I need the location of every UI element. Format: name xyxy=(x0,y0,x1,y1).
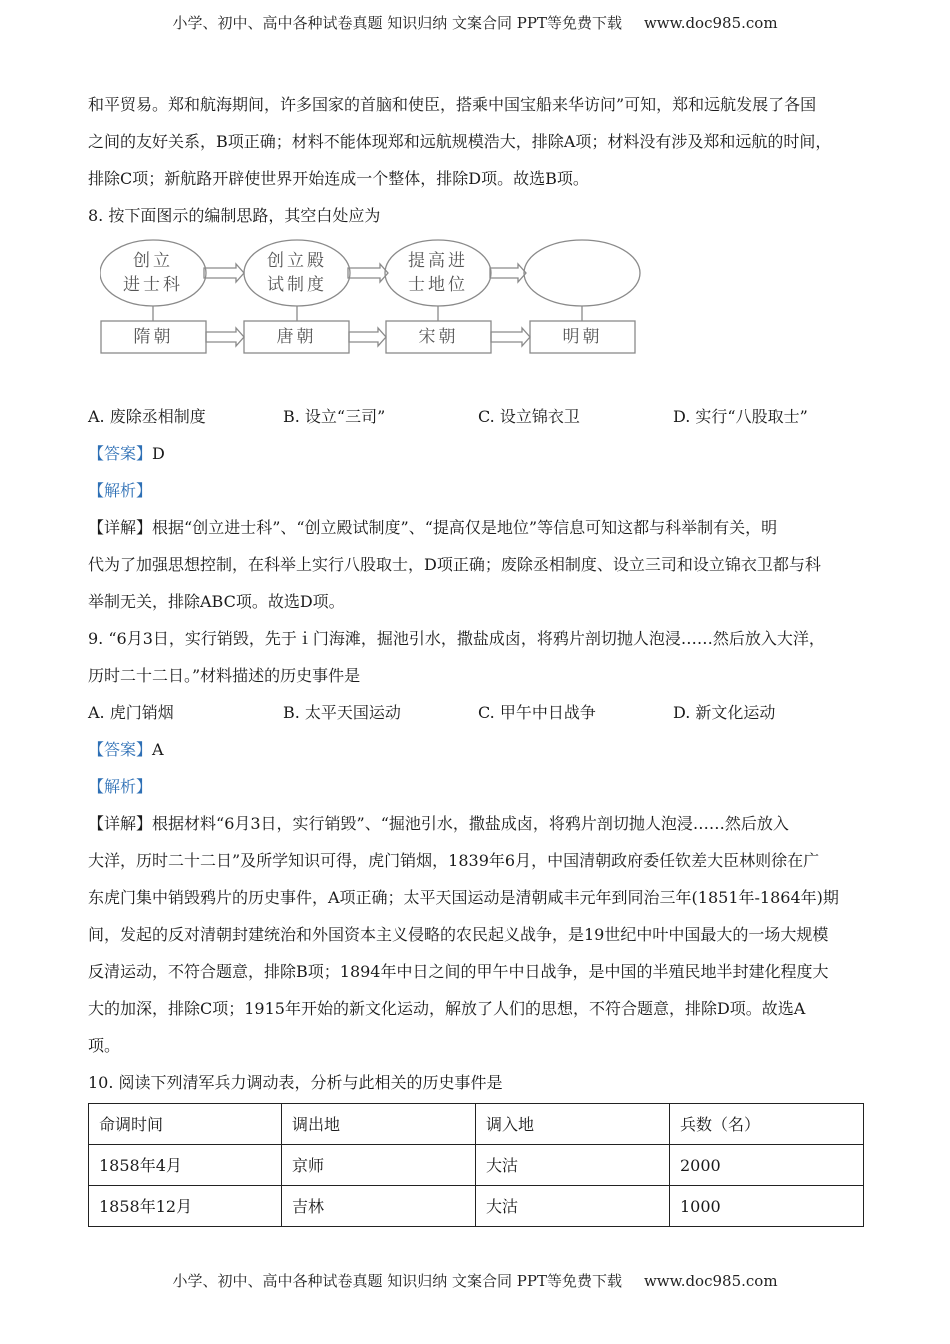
troop-table xyxy=(88,1103,864,1227)
q8-options xyxy=(88,398,868,435)
detail-label: 【详解】 xyxy=(88,518,153,537)
diagram-arrow xyxy=(204,264,244,282)
diagram-arrow xyxy=(206,328,244,346)
diagram-node-2: 创立殿 试制度 xyxy=(267,251,327,295)
header-text: 小学、初中、高中各种试卷真题 知识归纳 文案合同 PPT等免费下载 xyxy=(172,14,622,32)
q8-detail xyxy=(88,509,868,546)
answer-label: 【答案】 xyxy=(88,444,153,463)
q9-detail-line: 反清运动，不符合题意，排除B项；1894年中日之间的甲午中日战争，是中国的半殖民地半封建化程度大 xyxy=(88,962,829,981)
footer-site-link[interactable]: www.doc985.com xyxy=(643,1272,778,1290)
detail-line: 根据“创立进士科”、“创立殿试制度”、“提高仅是地位”等信息可知这都与科举制有关，明 xyxy=(152,518,778,537)
q7-line: 排除C项；新航路开辟使世界开始连成一个整体，排除D项。故选B项。 xyxy=(88,169,589,188)
analysis-label: 【解析】 xyxy=(88,777,153,796)
table-cell: 京师 xyxy=(282,1145,476,1186)
diagram-ellipse-blank xyxy=(524,240,640,306)
q8-detail-line: 代为了加强思想控制，在科举上实行八股取士，D项正确；废除丞相制度、设立三司和设立锦衣卫都与科 xyxy=(88,555,821,574)
q9-option-b: B. 太平天国运动 xyxy=(283,703,401,722)
table-cell: 1858年12月 xyxy=(89,1186,282,1227)
q9-detail-line: 大的加深，排除C项；1915年开始的新文化运动，解放了人们的思想，不符合题意，排除D项。故选A xyxy=(88,999,806,1018)
header-site-link[interactable]: www.doc985.com xyxy=(643,14,778,32)
answer-value: D xyxy=(152,444,165,463)
table-header: 调出地 xyxy=(282,1104,476,1145)
q8-option-d: D. 实行“八股取士” xyxy=(673,407,808,426)
diagram-dynasty-3: 宋朝 xyxy=(418,327,459,347)
q8-stem: 8. 按下面图示的编制思路，其空白处应为 xyxy=(88,206,381,225)
diagram-dynasty-2: 唐朝 xyxy=(276,327,317,347)
table-header: 调入地 xyxy=(476,1104,670,1145)
diagram-node-1: 创立 进士科 xyxy=(123,251,183,295)
q9-option-d: D. 新文化运动 xyxy=(673,703,776,722)
footer-text: 小学、初中、高中各种试卷真题 知识归纳 文案合同 PPT等免费下载 xyxy=(172,1272,622,1290)
page-footer xyxy=(0,1270,950,1291)
q9-detail-line: 大洋，历时二十二日”及所学知识可得，虎门销烟，1839年6月，中国清朝政府委任钦差大臣林则徐在广 xyxy=(88,851,820,870)
q7-line: 和平贸易。郑和航海期间，许多国家的首脑和使臣，搭乘中国宝船来华访问”可知，郑和远航发展了各国 xyxy=(88,95,817,114)
table-cell: 1858年4月 xyxy=(89,1145,282,1186)
diagram-arrow xyxy=(349,328,386,346)
q9-options xyxy=(88,694,868,731)
page-header xyxy=(0,12,950,33)
answer-value: A xyxy=(152,740,164,759)
q8-analysis xyxy=(88,472,868,509)
table-cell: 1000 xyxy=(670,1186,864,1227)
q8-answer xyxy=(88,435,868,472)
diagram-dynasty-4: 明朝 xyxy=(562,327,603,347)
table-header: 兵数（名） xyxy=(670,1104,864,1145)
table-cell: 吉林 xyxy=(282,1186,476,1227)
table-header-row xyxy=(89,1104,864,1145)
table-cell: 大沽 xyxy=(476,1186,670,1227)
document-body xyxy=(88,86,868,1227)
table-header: 命调时间 xyxy=(89,1104,282,1145)
diagram-dynasty-1: 隋朝 xyxy=(133,327,174,347)
q9-option-a: A. 虎门销烟 xyxy=(88,703,174,722)
analysis-label: 【解析】 xyxy=(88,481,153,500)
q9-detail-line: 间，发起的反对清朝封建统治和外国资本主义侵略的农民起义战争，是19世纪中叶中国最大的一场大规模 xyxy=(88,925,829,944)
detail-label: 【详解】 xyxy=(88,814,153,833)
q8-diagram xyxy=(100,238,660,386)
table-cell: 2000 xyxy=(670,1145,864,1186)
detail-line: 根据材料“6月3日，实行销毁”、“掘池引水，撒盐成卤，将鸦片剖切抛人泡浸……然后放入 xyxy=(152,814,789,833)
q8-detail-line: 举制无关，排除ABC项。故选D项。 xyxy=(88,592,345,611)
q7-line: 之间的友好关系，B项正确；材料不能体现郑和远航规模浩大，排除A项；材料没有涉及郑和远航的时间， xyxy=(88,132,832,151)
q8-option-b: B. 设立“三司” xyxy=(283,407,386,426)
diagram-arrow xyxy=(491,328,530,346)
table-row xyxy=(89,1186,864,1227)
q9-answer xyxy=(88,731,868,768)
diagram-node-3: 提高进 士地位 xyxy=(408,251,468,295)
q9-detail xyxy=(88,805,868,842)
q9-analysis xyxy=(88,768,868,805)
table-row xyxy=(89,1145,864,1186)
q8-option-c: C. 设立锦衣卫 xyxy=(478,407,580,426)
q9-stem: 9. “6月3日，实行销毁，先于ｉ门海滩，掘池引水，撒盐成卤，将鸦片剖切抛人泡浸……然后放入大洋， xyxy=(88,629,825,648)
q9-option-c: C. 甲午中日战争 xyxy=(478,703,596,722)
table-cell: 大沽 xyxy=(476,1145,670,1186)
q8-option-a: A. 废除丞相制度 xyxy=(88,407,206,426)
q9-detail-line: 项。 xyxy=(88,1036,121,1055)
q9-stem-line: 历时二十二日。”材料描述的历史事件是 xyxy=(88,666,361,685)
diagram-arrow xyxy=(490,264,526,282)
diagram-arrow xyxy=(348,264,388,282)
q10-stem: 10. 阅读下列清军兵力调动表，分析与此相关的历史事件是 xyxy=(88,1073,503,1092)
q9-detail-line: 东虎门集中销毁鸦片的历史事件，A项正确；太平天国运动是清朝咸丰元年到同治三年(1851年-1864年)期 xyxy=(88,888,839,907)
answer-label: 【答案】 xyxy=(88,740,153,759)
